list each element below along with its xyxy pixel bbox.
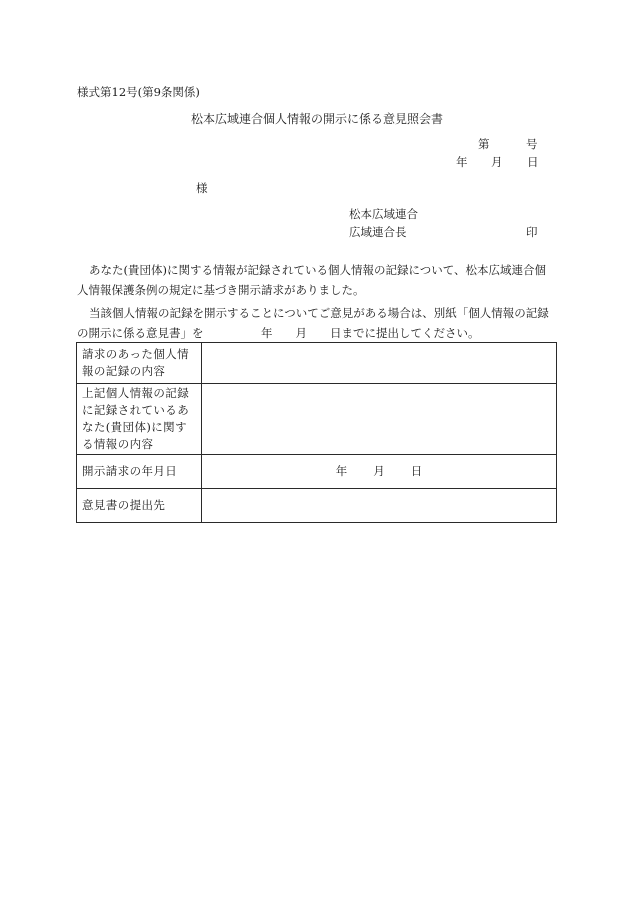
table-label-requested-record: 請求のあった個人情報の記録の内容 <box>77 343 202 384</box>
reference-number-suffix: 号 <box>526 137 538 151</box>
table-label-submission-destination: 意見書の提出先 <box>77 489 202 523</box>
table-value-submission-destination <box>202 489 557 523</box>
table-row <box>77 455 557 489</box>
request-date-day: 日 <box>410 464 423 478</box>
table-row <box>77 384 557 455</box>
reference-number-prefix: 第 <box>478 137 490 151</box>
form-number: 様式第12号(第9条関係) <box>77 85 200 99</box>
issuer-organization: 松本広域連合 <box>349 207 418 221</box>
table-row <box>77 343 557 384</box>
table-value-request-date <box>202 455 557 489</box>
request-date-year: 年 <box>335 464 348 478</box>
addressee-honorific: 様 <box>196 181 208 195</box>
body-paragraph-opinion-deadline: 当該個人情報の記録を開示することについてご意見がある場合は、別紙「個人情報の記録の開示に係る意見書」を 年 月 日までに提出してください。 <box>77 306 549 340</box>
table-row <box>77 489 557 523</box>
body-paragraph-request-notice: あなた(貴団体)に関する情報が記録されている個人情報の記録について、松本広域連合個人情報保護条例の規定に基づき開示請求がありました。 <box>77 263 547 297</box>
table-value-requested-record <box>202 343 557 384</box>
request-date-month: 月 <box>373 464 385 478</box>
issue-date-day: 日 <box>527 155 539 169</box>
table-value-related-info <box>202 384 557 455</box>
document-title: 松本広域連合個人情報の開示に係る意見照会書 <box>191 112 444 126</box>
issuer-title: 広域連合長 <box>349 225 407 239</box>
request-info-table <box>76 342 557 523</box>
table-label-request-date: 開示請求の年月日 <box>77 455 202 489</box>
issue-date-year: 年 <box>456 155 468 169</box>
issue-date-month: 月 <box>491 155 503 169</box>
issuer-seal-mark: 印 <box>526 225 538 239</box>
table-label-related-info: 上記個人情報の記録に記録されているあなた(貴団体)に関する情報の内容 <box>77 384 202 455</box>
